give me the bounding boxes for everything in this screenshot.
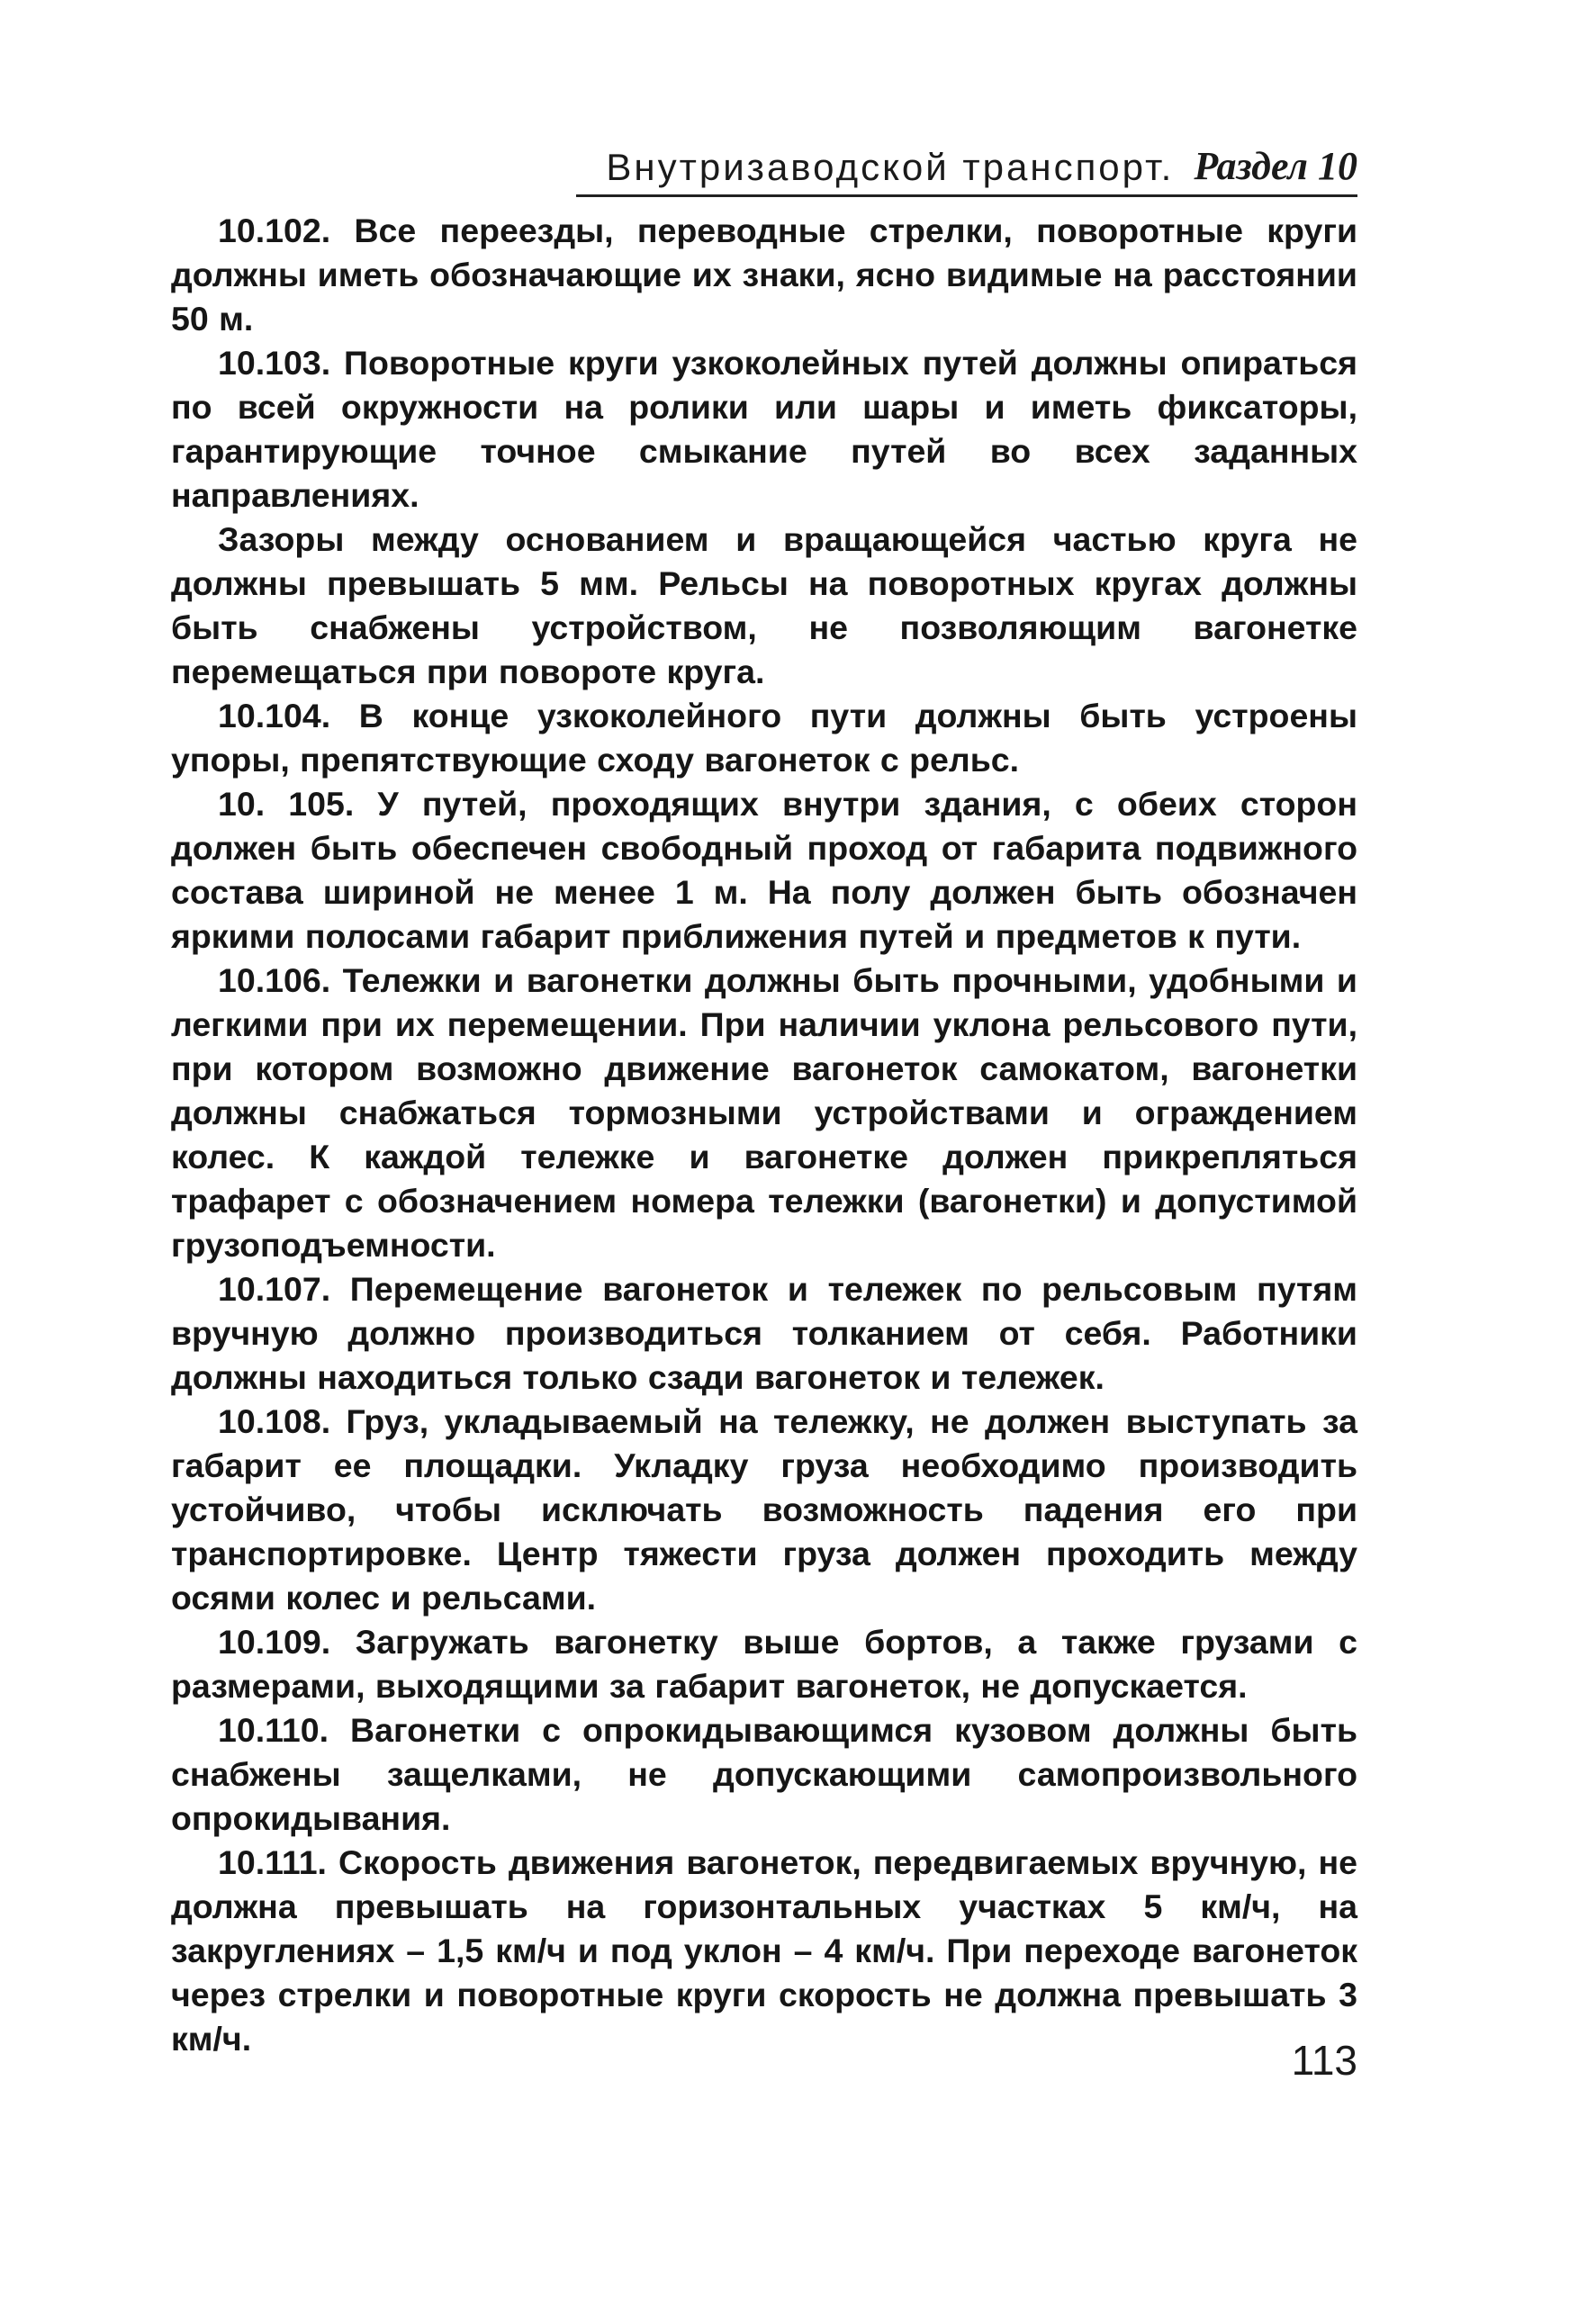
paragraph-10-110: 10.110. Вагонетки с опрокидывающимся кузовом должны быть снабжены защелками, не допускающими самопроизвольного опрокидывания.: [171, 1711, 1357, 1837]
paragraph-10-102: 10.102. Все переезды, переводные стрелки, поворотные круги должны иметь обозначающие их знаки, ясно видимые на расстоянии 50 м.: [171, 212, 1357, 338]
paragraph-10-103-gaps: Зазоры между основанием и вращающейся частью круга не должны превышать 5 мм. Рельсы на поворотных кругах должны быть снабжены устройством, не позволяющим вагонетке перемещаться при повороте круга.: [171, 520, 1357, 690]
paragraph-10-107: 10.107. Перемещение вагонеток и тележек по рельсовым путям вручную должно производиться толканием от себя. Работники должны находиться только сзади вагонеток и тележек.: [171, 1270, 1357, 1396]
paragraph-10-104: 10.104. В конце узкоколейного пути должны быть устроены упоры, препятствующие сходу вагонеток с рельс.: [171, 697, 1357, 779]
paragraph-10-106: 10.106. Тележки и вагонетки должны быть прочными, удобными и легкими при их перемещении. При наличии уклона рельсового пути, при котором возможно движение вагонеток самокатом, вагонетки должны снабжаться тормозными устройствами и ограждением колес. К каждой тележке и вагонетке должен прикрепляться трафарет с обозначением номера тележки (вагонетки) и допустимой грузоподъемности.: [171, 961, 1357, 1264]
paragraph-10-105: 10. 105. У путей, проходящих внутри здания, с обеих сторон должен быть обеспечен свободный проход от габарита подвижного состава шириной не менее 1 м. На полу должен быть обозначен яркими полосами габарит приближения путей и предметов к пути.: [171, 785, 1357, 955]
paragraph-10-109: 10.109. Загружать вагонетку выше бортов, а также грузами с размерами, выходящими за габарит вагонеток, не допускается.: [171, 1623, 1357, 1705]
paragraph-10-111: 10.111. Скорость движения вагонеток, передвигаемых вручную, не должна превышать на горизонтальных участках 5 км/ч, на закруглениях – 1,5 км/ч и под уклон – 4 км/ч. При переходе вагонеток через стрелки и поворотные круги скорость не должна превышать 3 км/ч.: [171, 1843, 1357, 2058]
header-title: Внутризаводской транспорт.: [606, 146, 1175, 188]
header-rule: [576, 194, 1357, 197]
running-header: [504, 135, 1357, 189]
header-section: Раздел 10: [1194, 144, 1357, 188]
paragraph-10-108: 10.108. Груз, укладываемый на тележку, не должен выступать за габарит ее площадки. Укладку груза необходимо производить устойчиво, чтобы исключать возможность падения его при транспортировке. Центр тяжести груза должен проходить между осями колес и рельсами.: [171, 1402, 1357, 1617]
body-text: [171, 209, 1357, 2061]
paragraph-10-103: 10.103. Поворотные круги узкоколейных путей должны опираться по всей окружности на ролики или шары и иметь фиксаторы, гарантирующие точное смыкание путей во всех заданных направлениях.: [171, 344, 1357, 514]
page-number: 113: [1291, 2037, 1357, 2084]
